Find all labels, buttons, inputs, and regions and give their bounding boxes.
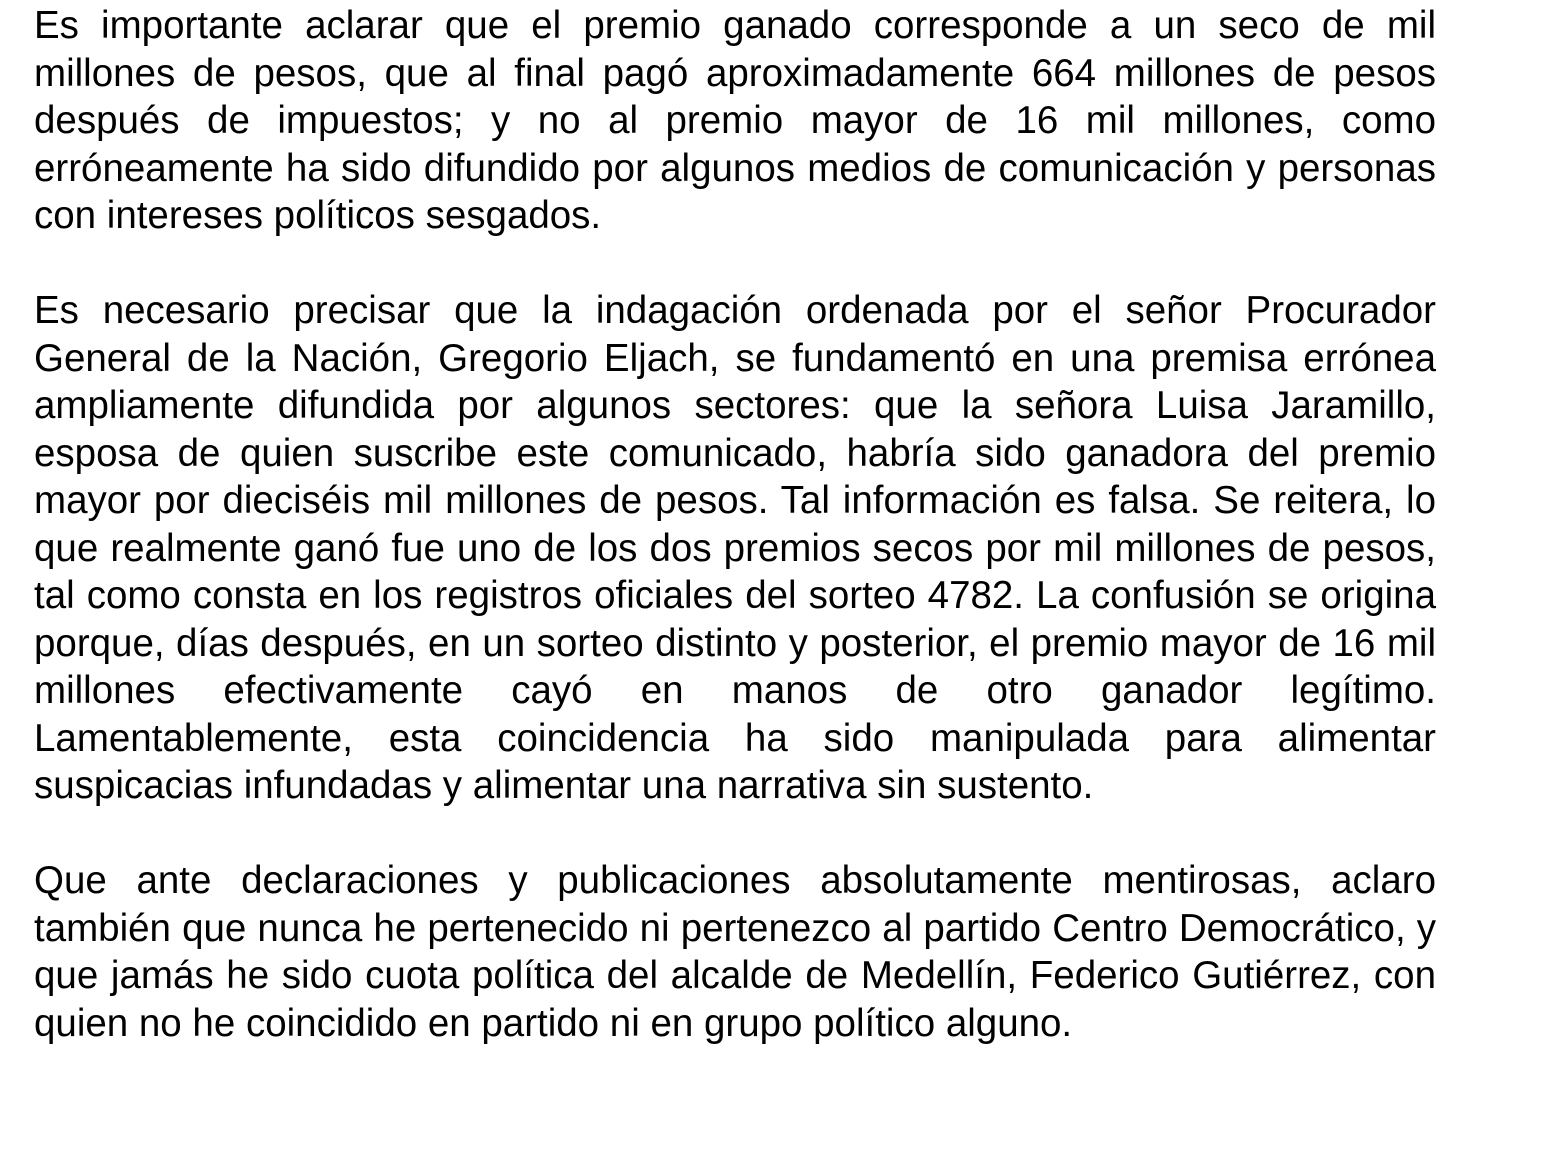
- paragraph-indagacion-procurador: Es necesario precisar que la indagación ordenada por el señor Procurador General de la Nación, Gregorio Eljach, se fundamentó en una premisa errónea ampliamente difundida por algunos sectores: que la señora Luisa Jaramillo, esposa de quien suscribe este comunicado, habría sido ganadora del premio mayor por dieciséis mil millones de pesos. Tal información es falsa. Se reitera, lo que realmente ganó fue uno de los dos premios secos por mil millones de pesos, tal como consta en los registros oficiales del sorteo 4782. La confusión se origina porque, días después, en un sorteo distinto y posterior, el premio mayor de 16 mil millones efectivamente cayó en manos de otro ganador legítimo. Lamentablemente, esta coincidencia ha sido manipulada para alimentar suspicacias infundadas y alimentar una narrativa sin sustento.: [34, 289, 1436, 807]
- paragraph-afiliacion-politica: Que ante declaraciones y publicaciones absolutamente mentirosas, aclaro también que nunca he pertenecido ni pertenezco al partido Centro Democrático, y que jamás he sido cuota política del alcalde de Medellín, Federico Gutiérrez, con quien no he coincidido en partido ni en grupo político alguno.: [34, 859, 1436, 1045]
- document-body: [34, 2, 1436, 1047]
- paragraph-premio-aclaracion: Es importante aclarar que el premio ganado corresponde a un seco de mil millones de pesos, que al final pagó aproximadamente 664 millones de pesos después de impuestos; y no al premio mayor de 16 mil millones, como erróneamente ha sido difundido por algunos medios de comunicación y personas con intereses políticos sesgados.: [34, 4, 1436, 237]
